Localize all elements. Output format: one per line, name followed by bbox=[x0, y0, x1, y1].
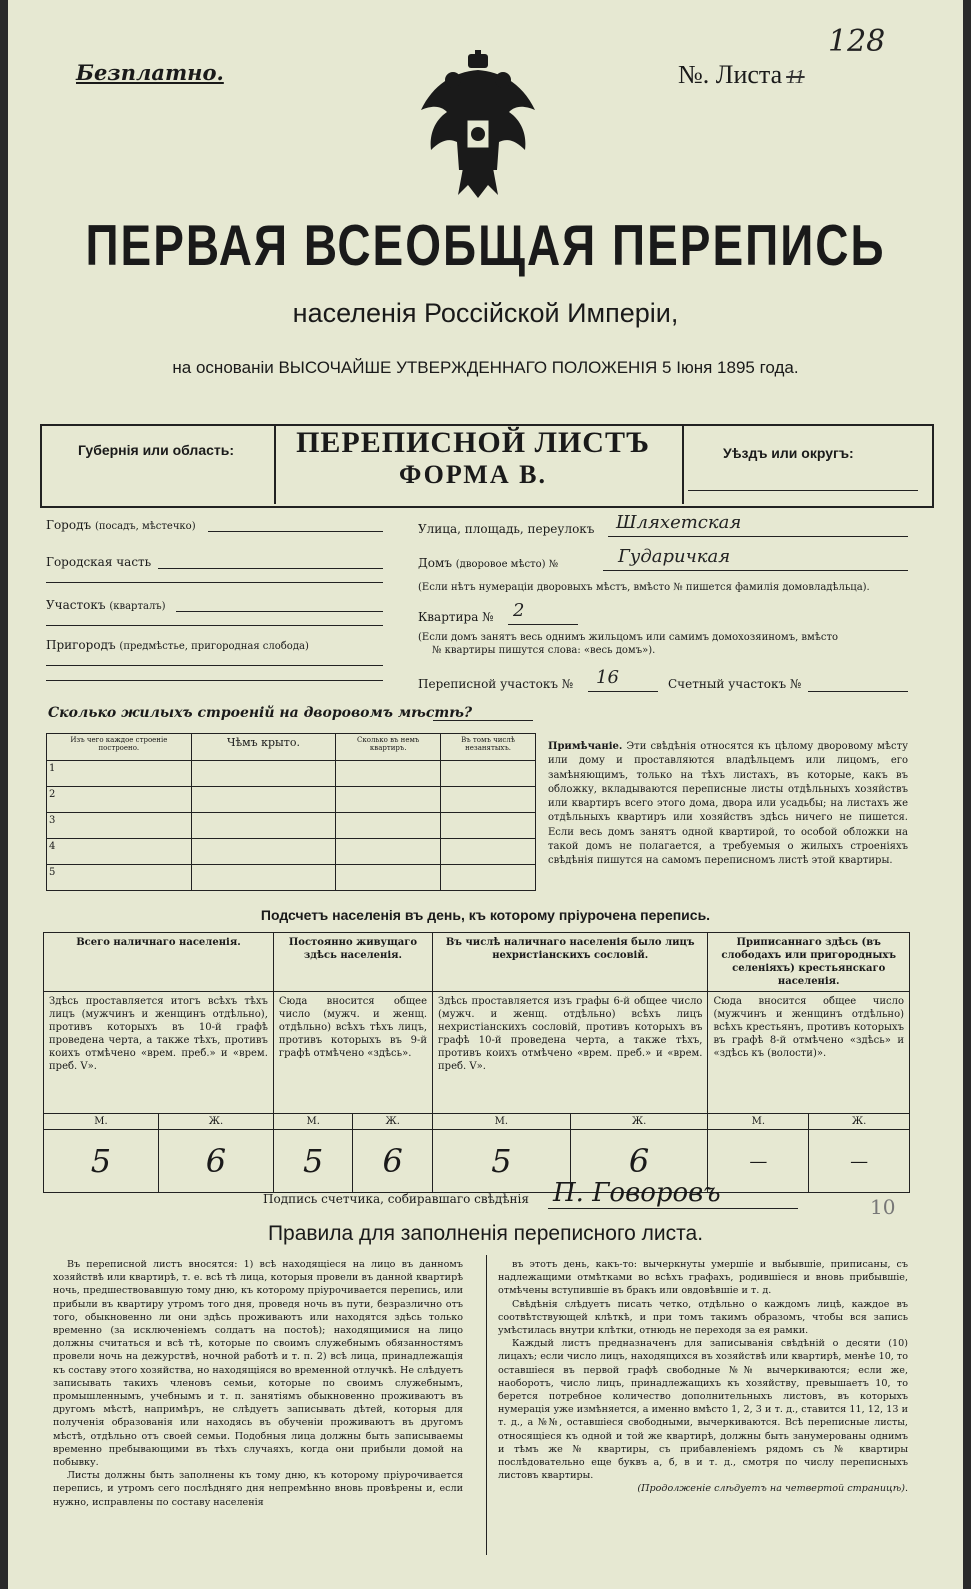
total-male-value: 5 bbox=[44, 1130, 159, 1193]
buildings-question: Сколько жилыхъ строеній на дворовомъ мѣстѣ? bbox=[48, 705, 473, 721]
population-descriptions: Здѣсь проставляется итогъ всѣхъ тѣхъ лицъ (мужчинъ и женщинъ отдѣльно), противъ которыхъ въ 10-й графѣ проведена черта, а также тѣхъ, противъ коихъ отмѣчено «врем. преб.» и «врем. преб. V». Сюда вносится общее число (мужч. и женщ. отдѣльно) всѣхъ тѣхъ лицъ, противъ которыхъ въ 9-й графѣ отмѣчено «здѣсь». Здѣсь проставляется изъ графы 6-й общее число (мужч. и женщ. отдѣльно) всѣхъ лицъ нехристіанскихъ сословій, противъ которыхъ въ графѣ 10-й проведена черта, а также тѣхъ, противъ коихъ отмѣчено «врем. преб.» и «врем. преб. V». Сюда вносится общее число (мужчинъ и женщинъ отдѣльно) всѣхъ крестьянъ, противъ которыхъ въ графѣ 8-й отмѣчено «здѣсь» и «здѣсь къ (волости)». bbox=[44, 992, 910, 1114]
sex-labels: М. Ж. М. Ж. М. Ж. М. Ж. bbox=[44, 1114, 910, 1130]
table-row: 3 bbox=[47, 813, 536, 839]
house-label: Домъ (дворовое мѣсто) № bbox=[418, 556, 559, 570]
uezd-line bbox=[688, 490, 918, 491]
district-line bbox=[158, 568, 383, 569]
city-field: Городъ (посадъ, мѣстечко) bbox=[46, 518, 196, 532]
district-line-2 bbox=[46, 582, 383, 583]
house-line bbox=[603, 570, 908, 571]
rules-divider bbox=[486, 1255, 487, 1555]
count-precinct-label: Счетный участокъ № bbox=[668, 677, 802, 691]
house-value: Гударичкая bbox=[618, 546, 731, 567]
header-divider bbox=[682, 426, 684, 504]
house-explanation: (Если нѣтъ нумераціи дворовыхъ мѣстъ, вмѣсто № пишется фамилія домовладѣльца). bbox=[418, 582, 870, 593]
population-values bbox=[44, 1130, 910, 1193]
page-subtitle: населенія Россійской Имперіи, bbox=[292, 298, 679, 328]
permanent-female-value: 6 bbox=[353, 1130, 433, 1193]
precinct-field: Участокъ (кварталъ) bbox=[46, 598, 166, 612]
apartment-value: 2 bbox=[513, 600, 525, 621]
table-row: 5 bbox=[47, 865, 536, 891]
table-row: 2 bbox=[47, 787, 536, 813]
sheet-number-handwritten: 128 bbox=[828, 24, 886, 59]
suburb-field: Пригородъ (предмѣстье, пригородная слобода) bbox=[46, 638, 309, 652]
total-female-value: 6 bbox=[158, 1130, 273, 1193]
population-count-table bbox=[43, 932, 910, 1193]
signature-line bbox=[548, 1208, 798, 1209]
rules-left-column: Въ переписной листъ вносятся: 1) всѣ находящіеся на лицо въ данномъ хозяйствѣ или квартирѣ, т. е. всѣ тѣ лица, которыя провели въ данной квартирѣ ночь, предшествовавшую тому дню, къ которому пріурочивается перепись, или прибыли въ квартиру утромъ того дня, проведя ночь въ пути, безразлично отъ того, обыкновенно ли они здѣсь проживаютъ или находятся здѣсь только временно (за исключеніемъ солдатъ на постоѣ); находящимися на лицо должны считаться и всѣ тѣ, которые по своимъ служебнымъ обязанностямъ провели ночь на дежурствѣ, ночной работѣ и т. п. 2) всѣ лица, принадлежащія къ составу этого хозяйства, но находящіяся во временной отлучкѣ. Не слѣдуетъ записывать такихъ членовъ семьи, которые по своимъ служебнымъ, промышленнымъ, учебнымъ и т. п. занятіямъ обыкновенно проживаютъ въ другомъ мѣстѣ, напримѣръ, не слѣдуетъ записывать дѣтей, которыя для полученія образованія или находясь въ обученіи проживаютъ въ другомъ мѣстѣ, отдѣльно отъ своей семьи. Подобныя лица должны быть записываемы временно пребывающими въ тѣхъ случаяхъ, когда они прибыли домой на побывку. Листы должны быть заполнены къ тому дню, къ которому пріурочивается перепись, и утромъ сего послѣдняго дня непремѣнно вновь провѣрены и, если нужно, исправлены по составу населенія bbox=[53, 1259, 463, 1508]
peasant-male-value: — bbox=[708, 1130, 809, 1193]
precinct-line-2 bbox=[46, 625, 383, 626]
nonchristian-male-value: 5 bbox=[433, 1130, 571, 1193]
census-precinct-label: Переписной участокъ № bbox=[418, 677, 574, 691]
census-sheet bbox=[8, 0, 963, 1589]
census-precinct-value: 16 bbox=[596, 667, 619, 688]
uezd-label: Уѣздъ или округъ: bbox=[723, 445, 854, 461]
page-title: ПЕРВАЯ ВСЕОБЩАЯ ПЕРЕПИСЬ bbox=[85, 212, 886, 278]
peasant-female-value: — bbox=[809, 1130, 910, 1193]
sheet-number-label: №. Листа bbox=[678, 60, 783, 89]
apartment-explanation-1: (Если домъ занятъ весь однимъ жильцомъ или самимъ домохозяиномъ, вмѣсто bbox=[418, 632, 839, 643]
enumerator-signature: П. Говоровъ bbox=[553, 1178, 721, 1208]
suburb-line bbox=[46, 665, 383, 666]
buildings-table bbox=[46, 733, 536, 891]
nonchristian-female-value: 6 bbox=[570, 1130, 708, 1193]
gubernia-label: Губернія или область: bbox=[78, 442, 235, 458]
district-field: Городская часть bbox=[46, 555, 152, 569]
rules-right-column: въ этотъ день, какъ-то: вычеркнуты умершіе и выбывшіе, приписаны, съ надлежащими отмѣтками во всѣхъ графахъ, родившіеся и вновь прибывшіе, отмѣчены вступившіе въ бракъ или овдовѣвшіе и т. д. Свѣдѣнія слѣдуетъ писать четко, отдѣльно о каждомъ лицѣ, каждое въ соотвѣтствующей клѣткѣ, и при томъ такимъ образомъ, чтобы вся запись умѣстилась внутри клѣтки, отнюдь не переходя за ея рамки. Каждый листъ предназначенъ для записыванія свѣдѣній о десяти (10) лицахъ; если число лицъ, находящихся въ хозяйствѣ или квартирѣ, менѣе 10, то оставшіеся въ первой графѣ свободные №№ вычеркиваются; если же, наоборотъ, число лицъ, принадлежащихъ къ хозяйству, превышаетъ 10, то берется потребное количество дополнительныхъ листовъ, въ которыхъ нумерація уже измѣняется, а именно вмѣсто 1, 2, 3 и т. д., ставится 11, 12, 13 и т. д., а №№, оставшіеся свободными, вычеркиваются. Всѣ переписные листы, относящіеся къ одной и той же квартирѣ, должны быть занумерованы однимъ и тѣмъ же № квартиры, съ прибавленіемъ рядомъ съ № квартиры послѣдовательно еще буквъ а, б, в и т. д., смотря по числу переписныхъ листовъ квартиры. (Продолженіе слѣдуетъ на четвертой страницѣ). bbox=[498, 1259, 908, 1495]
legal-basis: на основаніи ВЫСОЧАЙШЕ УТВЕРЖДЕННАГО ПОЛОЖЕНІЯ 5 Іюня 1895 года. bbox=[172, 358, 799, 377]
note-paragraph: Примѣчаніе. Эти свѣдѣнія относятся къ цѣлому дворовому мѣсту или дому и проставляются владѣльцемъ или лицомъ, его замѣняющимъ, только на тѣхъ листахъ, въ которые, какъ въ обложку, вкладываются переписные листы отдѣльныхъ хозяйствъ или квартиръ всего этого дома, двора или усадьбы; на листахъ же отдѣльныхъ квартиръ или хозяйствъ здѣсь ничего не пишется. Если весь домъ занятъ одной квартирой, то особой обложки на такой домъ не полагается, а требуемыя о жилыхъ строеніяхъ свѣдѣнія пишутся на самомъ переписномъ листѣ этой квартиры. bbox=[548, 741, 909, 867]
form-type: ФОРМА В. bbox=[399, 460, 547, 489]
population-count-title: Подсчетъ населенія въ день, къ которому пріурочена перепись. bbox=[260, 907, 711, 923]
population-headers: Всего наличнаго населенія. Постоянно живущаго здѣсь населенія. Въ числѣ наличнаго населенія было лицъ нехристіанскихъ сословій. Приписаннаго здѣсь (въ слободахъ или пригородныхъ селеніяхъ) крестьянскаго населенія. bbox=[44, 933, 910, 992]
suburb-line-2 bbox=[46, 680, 383, 681]
apartment-explanation-2: № квартиры пишутся слова: «весь домъ»). bbox=[432, 645, 656, 656]
page-number: 10 bbox=[870, 1195, 896, 1219]
table-row: 1 bbox=[47, 761, 536, 787]
buildings-question-line bbox=[433, 720, 533, 721]
sheet-number bbox=[678, 24, 886, 90]
enumerator-signature-label: Подпись счетчика, собиравшаго свѣдѣнія bbox=[263, 1192, 529, 1206]
buildings-table-header: Изъ чего каждое строеніе построено. Чѣмъ крыто. Сколько въ немъ квартиръ. Въ томъ числѣ незанятыхъ. bbox=[47, 734, 536, 761]
apartment-line bbox=[508, 624, 578, 625]
form-title: ПЕРЕПИСНОЙ ЛИСТЪ bbox=[296, 426, 650, 459]
count-precinct-line bbox=[808, 691, 908, 692]
street-label: Улица, площадь, переулокъ bbox=[418, 522, 595, 536]
precinct-line bbox=[176, 611, 383, 612]
double-headed-eagle-emblem bbox=[413, 50, 543, 200]
street-line bbox=[608, 536, 908, 537]
table-row: 4 bbox=[47, 839, 536, 865]
sheet-number-struck: 11 bbox=[786, 66, 805, 88]
city-line bbox=[208, 531, 383, 532]
rules-title: Правила для заполненія переписного листа. bbox=[267, 1222, 704, 1245]
census-precinct-line bbox=[588, 691, 658, 692]
street-value: Шляхетская bbox=[616, 512, 742, 533]
apartment-label: Квартира № bbox=[418, 610, 494, 624]
permanent-male-value: 5 bbox=[273, 1130, 353, 1193]
free-label: Безплатно. bbox=[76, 60, 224, 85]
